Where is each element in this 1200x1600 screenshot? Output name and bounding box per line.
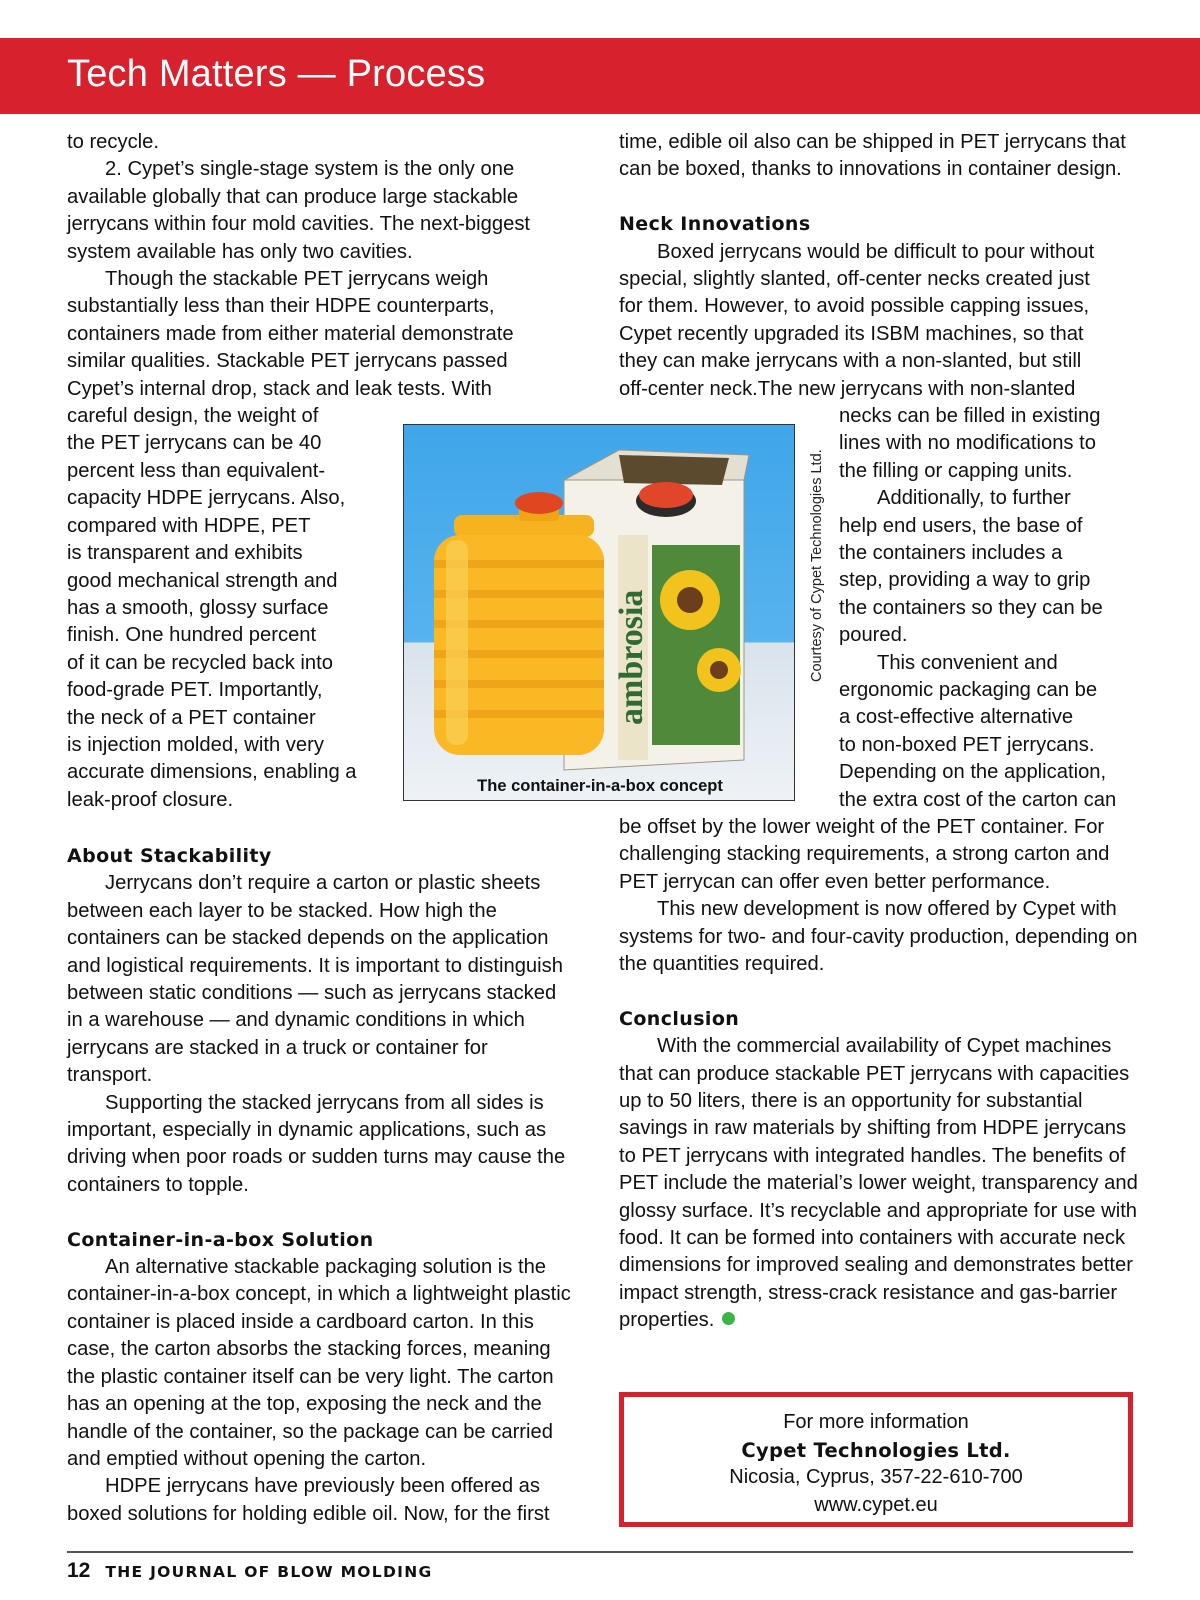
text-line: of it can be recycled back into [67,651,333,674]
carton-opening [619,455,729,485]
text-line: Additionally, to further [877,487,1071,510]
section-heading-stackability: About Stackability [67,845,272,867]
text-line: they can make jerrycans with a non-slanted, but still [619,350,1082,373]
text-line: jerrycans within four mold cavities. The next-biggest [67,213,531,236]
text-line: poured. [839,624,908,647]
right-column-narrow [839,403,1139,814]
conclusion-text: With the commercial availability of Cypet machines that can produce stackable PET jerrycans with capacities up to 50 liters, there is an opportunity for substantial savings in raw materials by shifting from HDPE jerrycans to PET jerrycans with integrated handles. The benefits of PET include the material’s lower weight, transparency and glossy surface. It’s recyclable and appropriate for use with food. It can be formed into containers with accurate neck dimensions for improved sealing and demonstrates better impact strength, stress-crack resistance and gas-barrier properties. [619,1035,1138,1332]
right-column-bottom [619,814,1139,1335]
figure-caption: The container-in-a-box concept [477,777,723,795]
text-line: for them. However, to avoid possible capping issues, [619,295,1090,318]
text-line: the neck of a PET container [67,706,316,729]
text-line: similar qualities. Stackable PET jerrycans passed [67,350,508,373]
text-line: to non-boxed PET jerrycans. [839,733,1095,756]
product-photo [403,424,795,801]
jerrycan-highlight [446,540,468,745]
text-line: a cost-effective alternative [839,706,1074,729]
text-line: the filling or capping units. [839,459,1073,482]
page-title: Tech Matters — Process [67,53,486,95]
header-banner [0,38,1200,114]
paragraph: HDPE jerrycans have previously been offered as boxed solutions for holding edible oil. Now, for the first [67,1475,550,1525]
text-line: containers made from either material demonstrate [67,322,514,345]
boxed-jerrycan-cap-top [639,482,693,508]
text-line: the containers includes a [839,542,1063,565]
text-line: available globally that can produce large stackable [67,185,519,208]
footer-divider [67,1551,1133,1553]
sunflower-center [677,587,703,613]
more-info-box [619,1392,1133,1527]
text-line: Though the stackable PET jerrycans weigh [105,268,489,291]
text-line: Cypet’s internal drop, stack and leak tests. With [67,377,492,400]
company-name: Cypet Technologies Ltd. [741,1438,1011,1462]
paragraph: Supporting the stacked jerrycans from all sides is important, especially in dynamic applications, such as driving when poor roads or sudden turns may cause the containers to topple. [67,1091,566,1196]
text-line: ergonomic packaging can be [839,679,1098,702]
text-line: has a smooth, glossy surface [67,596,329,619]
paragraph: This new development is now offered by Cypet with systems for two- and four-cavity production, depending on the quantities required. [619,898,1138,976]
section-heading-neck-innovations: Neck Innovations [619,213,811,236]
text-line: the PET jerrycans can be 40 [67,432,322,455]
journal-name: THE JOURNAL OF BLOW MOLDING [105,1563,433,1581]
text-line: accurate dimensions, enabling a [67,761,357,784]
paragraph: be offset by the lower weight of the PET container. For challenging stacking requirements, a strong carton and PET jerrycan can offer even better performance. [619,816,1110,893]
text-line: capacity HDPE jerrycans. Also, [67,487,346,510]
paragraph: An alternative stackable packaging solution is the container-in-a-box concept, in which a lightweight plastic container is placed inside a cardboard carton. In this case, the carton absorbs the stacking forces, meaning the plastic container itself can be very light. The carton has an opening at the top, exposing the neck and the handle of the container, so the package can be carried and emptied without opening the carton. [67,1256,571,1470]
text-line: good mechanical strength and [67,569,338,592]
photo-credit: Courtesy of Cypet Technologies Ltd. [809,449,825,682]
text-line: percent less than equivalent- [67,459,326,482]
text-line: step, providing a way to grip [839,569,1091,592]
text-line: the extra cost of the carton can [839,788,1117,811]
text-line: finish. One hundred percent [67,624,317,647]
text-line: Depending on the application, [839,761,1107,784]
text-line: is injection molded, with very [67,733,324,756]
text-line: leak-proof closure. [67,788,234,811]
text-line: off-center neck.The new jerrycans with non-slanted [619,377,1076,400]
section-heading-container-in-a-box: Container-in-a-box Solution [67,1228,374,1251]
text-line: necks can be filled in existing [839,405,1101,427]
sunflower-center [710,661,728,679]
company-address: Nicosia, Cyprus, 357-22-610-700 [729,1466,1023,1488]
text-line: careful design, the weight of [67,405,319,428]
text-line: the containers so they can be [839,596,1103,619]
paragraph: Jerrycans don’t require a carton or plastic sheets between each layer to be stacked. How high the containers can be stacked depends on the application and logistical requirements. It is important to distinguish between static conditions — such as jerrycans stacked in a warehouse — and dynamic conditions in which jerrycans are stacked in a truck or container for transport. [67,872,563,1087]
text-line: 2. Cypet’s single-stage system is the only one [105,158,515,181]
jerrycan-cap-icon [515,492,563,514]
text-line: help end users, the base of [839,514,1083,537]
brand-label: ambrosia [613,589,650,725]
paragraph: time, edible oil also can be shipped in PET jerrycans that can be boxed, thanks to innovations in container design. [619,131,1126,181]
text-line: Cypet recently upgraded its ISBM machines, so that [619,322,1084,345]
info-intro: For more information [783,1411,969,1433]
page-number: 12 [67,1559,91,1582]
page-footer [67,1559,433,1583]
text-line: This convenient and [877,651,1058,674]
text-line: Boxed jerrycans would be difficult to pour without [657,240,1095,263]
paragraph-conclusion [619,1033,1139,1334]
text-line: substantially less than their HDPE counterparts, [67,295,495,318]
left-column-bottom [67,843,577,1528]
container-in-a-box-illustration [404,425,795,801]
company-website-link[interactable]: www.cypet.eu [814,1493,938,1516]
text-line: special, slightly slanted, off-center necks created just [619,268,1090,291]
text-line: to recycle. [67,131,159,153]
text-line: system available has only two cavities. [67,240,413,263]
text-line: is transparent and exhibits [67,542,303,565]
section-heading-conclusion: Conclusion [619,1007,740,1030]
text-line: food-grade PET. Importantly, [67,679,323,702]
text-line: compared with HDPE, PET [67,514,311,537]
right-column-top [619,129,1139,403]
end-of-article-dot-icon [722,1312,735,1325]
text-line: lines with no modifications to [839,432,1096,455]
